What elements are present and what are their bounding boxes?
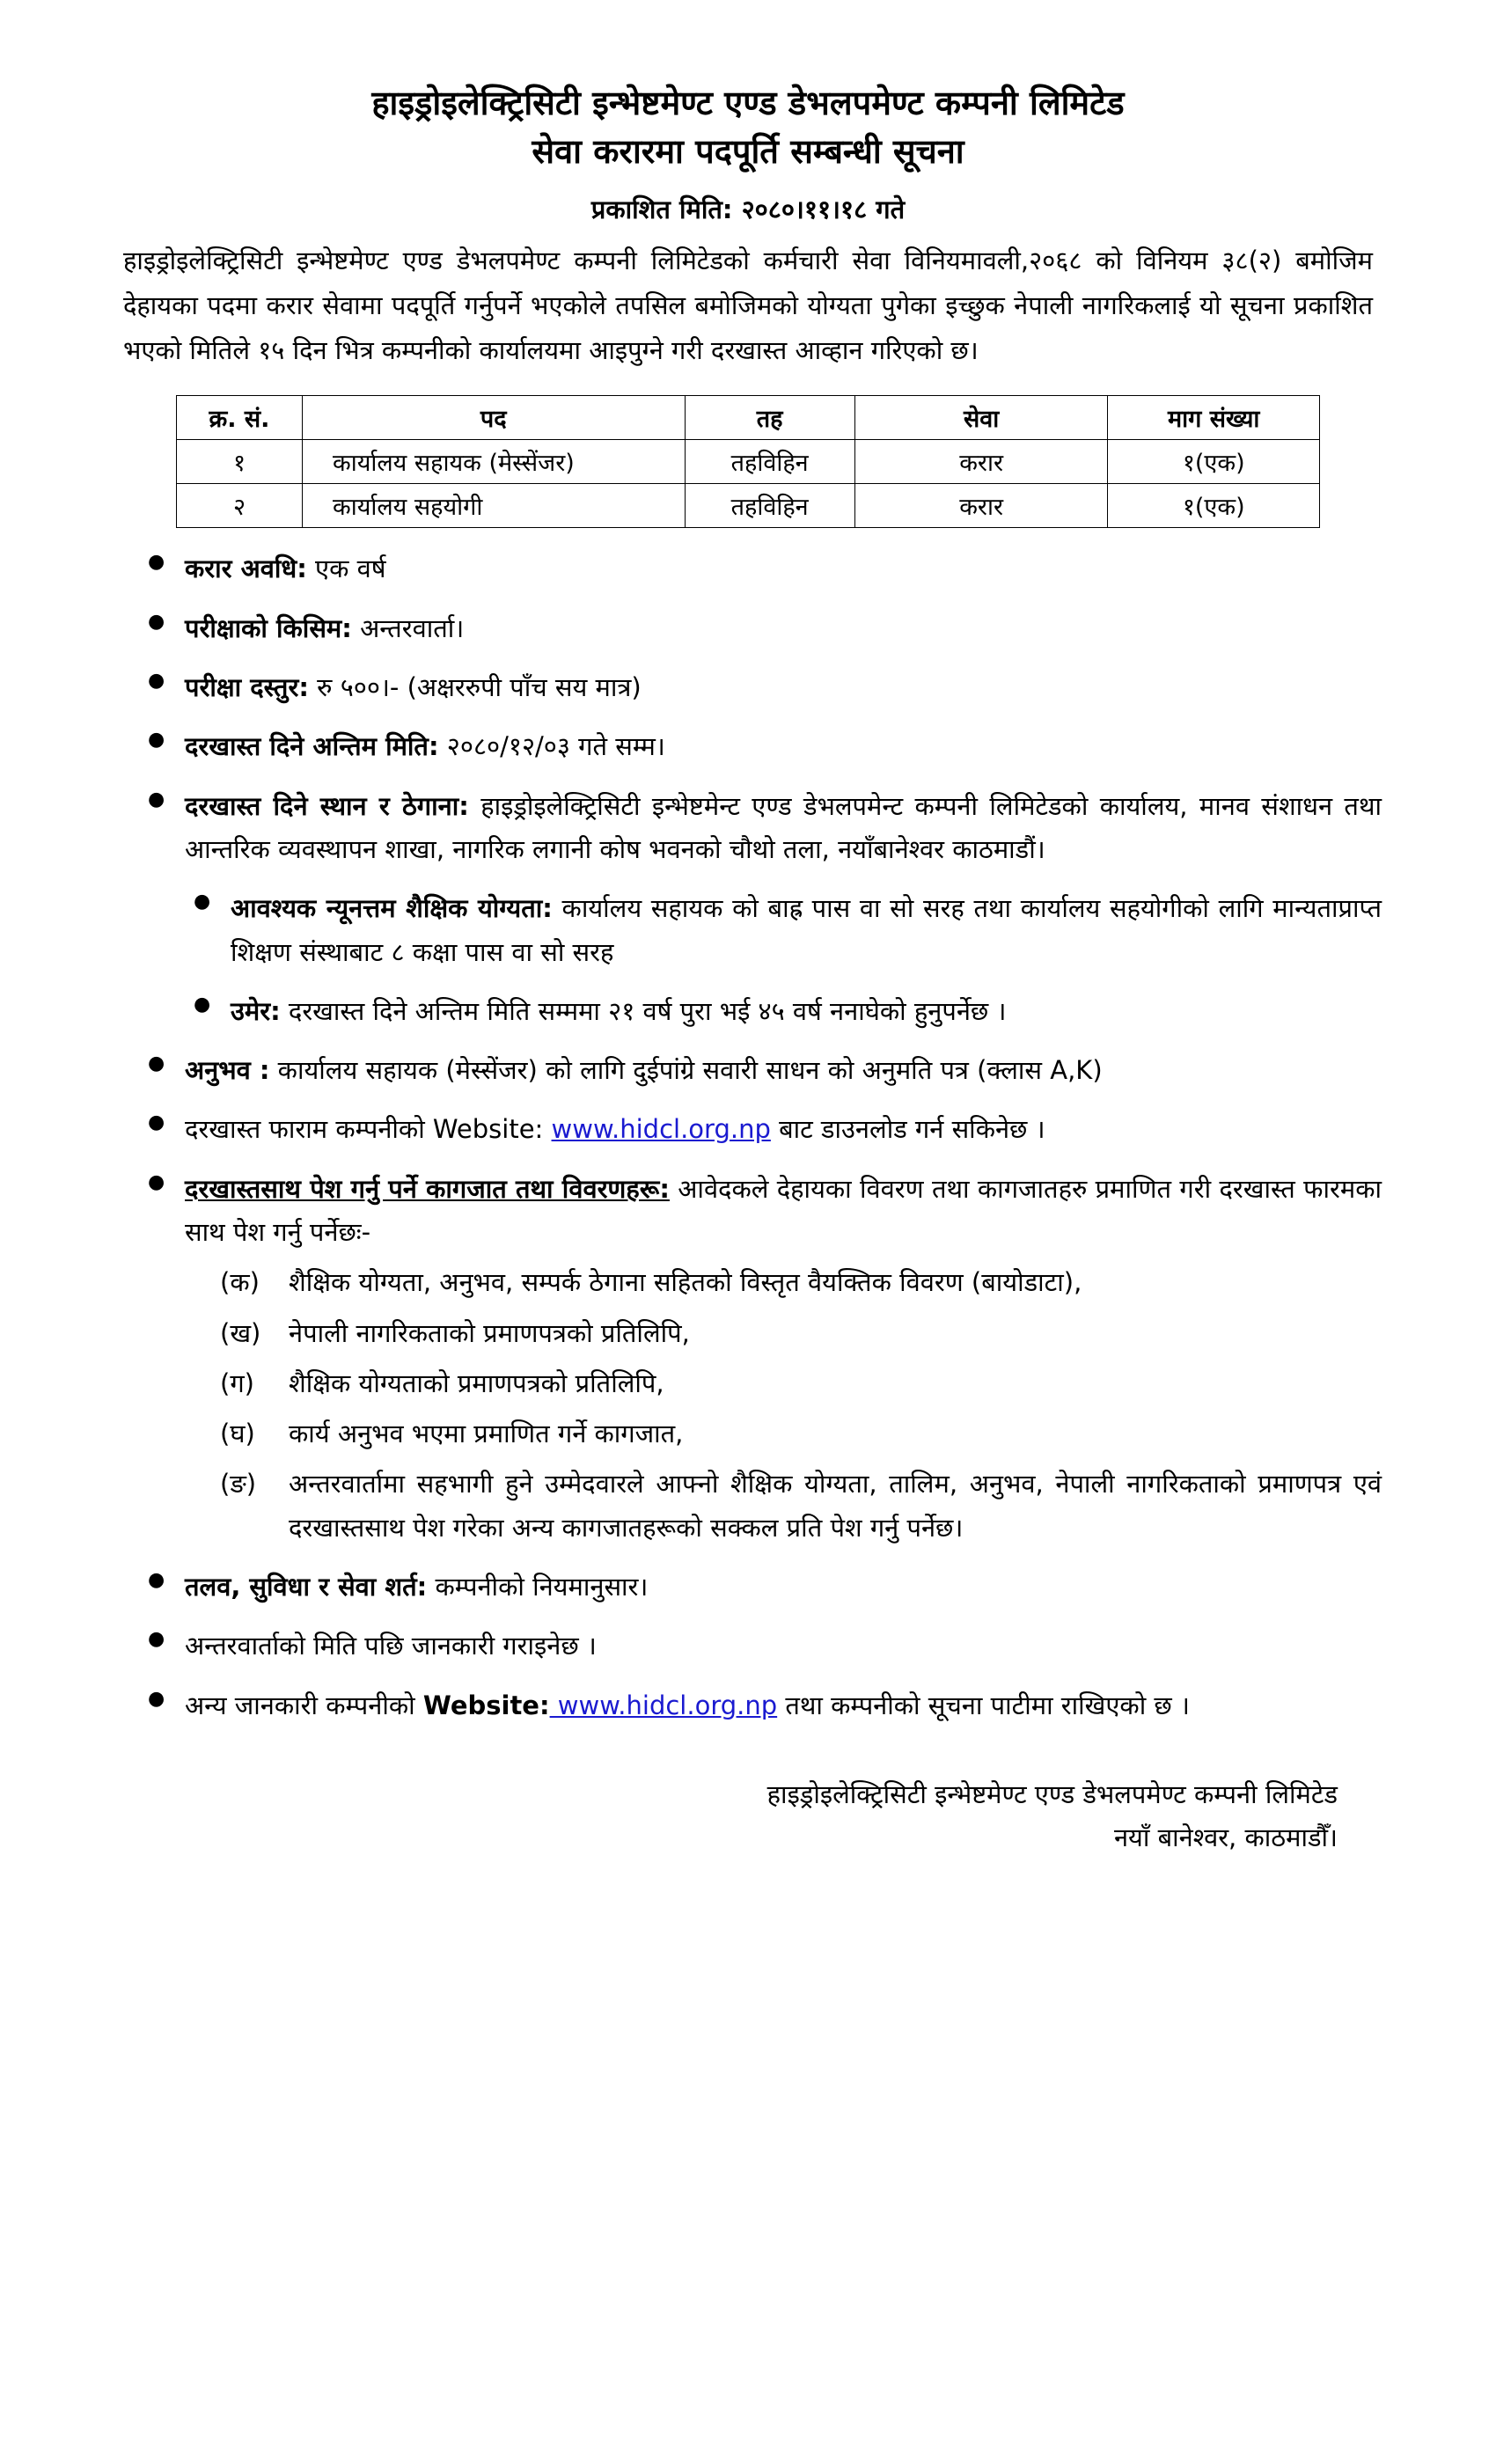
bullet-other-info [141,1684,1382,1727]
bullet-age [187,990,1382,1033]
list-marker: (ङ) [220,1469,257,1500]
table-row [177,484,1320,528]
signature-company: हाइड्रोइलेक्ट्रिसिटी इन्भेष्टमेण्ट एण्ड डेभलपमेण्ट कम्पनी लिमिटेड [766,1778,1338,1809]
bullet-experience [141,1049,1382,1092]
col-header-post: पद [302,396,685,440]
list-item-text: अन्तरवार्तामा सहभागी हुने उम्मेदवारले आफ्नो शैक्षिक योग्यता, तालिम, अनुभव, नेपाली नागरिकताको प्रमाणपत्र एवं दरखास्तसाथ पेश गरेका अन्य कागजातहरूको सक्कल प्रति पेश गर्नु पर्नेछ। [289,1469,1382,1543]
list-marker: (ग) [220,1368,254,1398]
label-exam-fee: परीक्षा दस्तुर: [185,672,309,703]
label-minimum-qualification: आवश्यक न्यूनत्तम शैक्षिक योग्यता: [231,893,553,924]
text-age: दरखास्त दिने अन्तिम मिति सम्ममा २१ वर्ष पुरा भई ४५ वर्ष ननाघेको हुनुपर्नेछ । [280,995,1007,1026]
required-documents-list [185,1261,1382,1550]
col-header-level: तह [685,396,854,440]
list-item [220,1261,1382,1304]
bullet-salary-benefits [141,1566,1382,1609]
label-deadline: दरखास्त दिने अन्तिम मिति: [185,731,439,762]
bullet-exam-fee [141,666,1382,709]
hidcl-website-link[interactable]: www.hidcl.org.np [551,1114,771,1145]
label-age: उमेर: [231,995,281,1026]
label-experience: अनुभव : [185,1055,270,1086]
list-item [220,1412,1382,1456]
label-website: Website: [422,1690,550,1720]
label-salary-benefits: तलव, सुविधा र सेवा शर्त: [185,1572,428,1602]
cell-level: तहविहिन [685,484,854,528]
intro-paragraph: हाइड्रोइलेक्ट्रिसिटी इन्भेष्टमेण्ट एण्ड डेभलपमेण्ट कम्पनी लिमिटेडको कर्मचारी सेवा विनियमावली,२०६८ को विनियम ३८(२) बमोजिम देहायका पदमा करार सेवामा पदपूर्ति गर्नुपर्ने भएकोले तपसिल बमोजिमको योग्यता पुगेका इच्छुक नेपाली नागरिकलाई यो सूचना प्रकाशित भएको मितिले १५ दिन भित्र कम्पनीको कार्यालयमा आइपुग्ने गरी दरखास्त आव्हान गरिएको छ। [123,246,1373,365]
text-other-info-post: तथा कम्पनीको सूचना पाटीमा राखिएको छ । [777,1690,1190,1720]
cell-service: करार [854,440,1108,484]
bullet-deadline [141,725,1382,768]
list-marker: (ख) [220,1317,261,1348]
vacancy-table [176,395,1320,528]
text-form-download-pre: दरखास्त फाराम कम्पनीको Website: [185,1114,552,1145]
list-item-text: कार्य अनुभव भएमा प्रमाणित गर्ने कागजात, [289,1419,684,1449]
cell-count: १(एक) [1108,484,1320,528]
bottom-spacer [106,1860,1390,1878]
text-exam-fee: रु ५००।- (अक्षररुपी पाँच सय मात्र) [308,672,642,703]
notice-bullet-list [106,547,1390,1727]
col-header-sn: क्र. सं. [177,396,303,440]
list-item-text: शैक्षिक योग्यता, अनुभव, सम्पर्क ठेगाना सहितको विस्तृत वैयक्तिक विवरण (बायोडाटा), [289,1267,1082,1298]
list-item-text: शैक्षिक योग्यताको प्रमाणपत्रको प्रतिलिपि, [289,1368,664,1398]
text-deadline: २०८०/१२/०३ गते सम्म। [438,731,665,762]
page-title-line-1: हाइड्रोइलेक्ट्रिसिटी इन्भेष्टमेण्ट एण्ड डेभलपमेण्ट कम्पनी लिमिटेड [371,84,1125,122]
label-exam-type: परीक्षाको किसिम: [185,612,352,643]
list-item [220,1312,1382,1355]
signature-block [106,1773,1390,1860]
cell-sn: १ [177,440,303,484]
published-date: प्रकाशित मिति: २०८०।११।१८ गते [590,194,906,225]
hidcl-website-link-2[interactable]: www.hidcl.org.np [549,1690,778,1720]
cell-post: कार्यालय सहायक (मेस्सेंजर) [302,440,685,484]
text-application-address: हाइड्रोइलेक्ट्रिसिटी इन्भेष्टमेन्ट एण्ड डेभलपमेन्ट कम्पनी लिमिटेडको कार्यालय, मानव संशाधन तथा आन्तरिक व्यवस्थापन शाखा, नागरिक लगानी कोष भवनको चौथो तला, नयाँबानेश्वर काठमाडौं। [185,790,1382,864]
cell-sn: २ [177,484,303,528]
bullet-exam-type [141,607,1382,650]
bullet-minimum-qualification [187,887,1382,974]
bullet-required-documents [141,1168,1382,1550]
text-form-download-post: बाट डाउनलोड गर्न सकिनेछ । [770,1114,1045,1145]
list-item [220,1463,1382,1550]
text-interview-date: अन्तरवार्ताको मिति पछि जानकारी गराइनेछ । [185,1631,597,1661]
text-salary-benefits: कम्पनीको नियमानुसार। [427,1572,649,1602]
table-header-row [177,396,1320,440]
list-item-text: नेपाली नागरिकताको प्रमाणपत्रको प्रतिलिपि, [289,1317,690,1348]
document-header [106,79,1390,176]
cell-post: कार्यालय सहयोगी [302,484,685,528]
table-row [177,440,1320,484]
list-marker: (घ) [220,1419,255,1449]
bullet-form-download [141,1108,1382,1151]
text-experience: कार्यालय सहायक (मेस्सेंजर) को लागि दुईपांग्रे सवारी साधन को अनुमति पत्र (क्लास A,K) [269,1055,1103,1086]
text-required-documents: आवेदकले देहायका विवरण तथा कागजातहरु प्रमाणित गरी दरखास्त फारमका साथ पेश गर्नु पर्नेछः- [185,1173,1382,1247]
bullet-interview-date [141,1624,1382,1668]
label-application-address: दरखास्त दिने स्थान र ठेगाना: [185,790,469,821]
page-title-line-2: सेवा करारमा पदपूर्ति सम्बन्धी सूचना [532,132,964,172]
col-header-count: माग संख्या [1108,396,1320,440]
signature-address: नयाँ बानेश्वर, काठमाडौँ। [1113,1822,1338,1853]
cell-level: तहविहिन [685,440,854,484]
list-marker: (क) [220,1267,260,1298]
label-required-documents: दरखास्तसाथ पेश गर्नु पर्ने कागजात तथा विवरणहरू: [185,1173,670,1204]
text-contract-period: एक वर्ष [306,554,386,584]
text-minimum-qualification: कार्यालय सहायक को बाह्र पास वा सो सरह तथा कार्यालय सहयोगीको लागि मान्यताप्राप्त शिक्षण संस्थाबाट ८ कक्षा पास वा सो सरह [231,893,1382,967]
cell-service: करार [854,484,1108,528]
bullet-application-address [141,785,1382,872]
cell-count: १(एक) [1108,440,1320,484]
text-other-info-pre: अन्य जानकारी कम्पनीको [185,1690,423,1720]
col-header-service: सेवा [854,396,1108,440]
text-exam-type: अन्तरवार्ता। [351,612,465,643]
label-contract-period: करार अवधि: [185,554,307,584]
bullet-contract-period [141,547,1382,590]
list-item [220,1362,1382,1405]
